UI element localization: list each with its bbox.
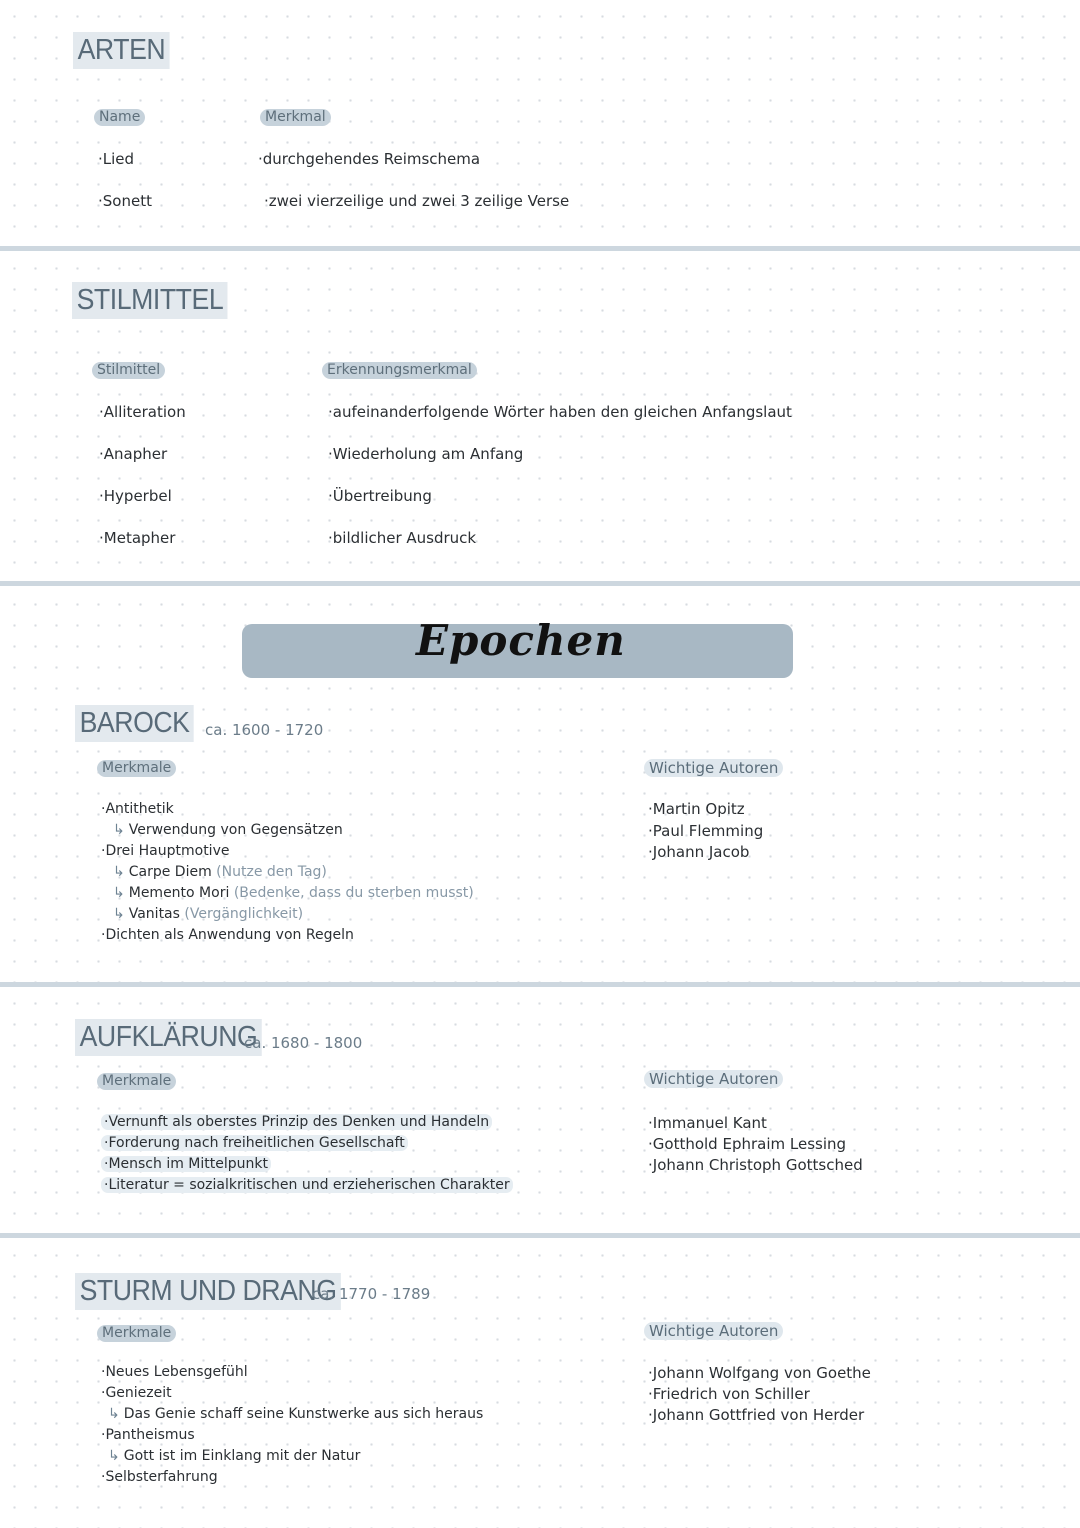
- sturm-merkmal-line: ·Neues Lebensgefühl: [101, 1364, 248, 1380]
- arrow-icon: ↳: [113, 864, 125, 880]
- barock-merkmal-subline: ↳ Vanitas (Vergänglichkeit): [113, 906, 304, 922]
- arrow-icon: ↳: [113, 885, 125, 901]
- section-divider: [0, 1233, 1080, 1238]
- aufklaerung-autor: ·Johann Christoph Gottsched: [648, 1156, 863, 1174]
- arrow-icon: ↳: [113, 906, 125, 922]
- aufklaerung-autor: ·Immanuel Kant: [648, 1114, 767, 1132]
- sturm-heading: STURM UND DRANG: [75, 1273, 341, 1310]
- arrow-icon: ↳: [113, 822, 125, 838]
- sturm-merkmal-subline: ↳ Das Genie schaff seine Kunstwerke aus sich heraus: [108, 1406, 484, 1422]
- arrow-icon: ↳: [108, 1406, 120, 1422]
- arten-row-merkmal: ·zwei vierzeilige und zwei 3 zeilige Verse: [264, 192, 570, 210]
- sturm-merkmal-line: ·Geniezeit: [101, 1385, 172, 1401]
- aufklaerung-date: ca. 1680 - 1800: [244, 1034, 363, 1052]
- aufklaerung-merkmal-line: ·Mensch im Mittelpunkt: [101, 1156, 271, 1172]
- sturm-autor: ·Johann Wolfgang von Goethe: [648, 1364, 871, 1382]
- stilmittel-row-name: ·Metapher: [99, 529, 176, 547]
- barock-heading: BAROCK: [75, 705, 194, 742]
- sturm-merkmale-label: Merkmale: [97, 1325, 176, 1342]
- barock-autoren-label: Wichtige Autoren: [644, 759, 783, 777]
- stilmittel-row-merkmal: ·Übertreibung: [328, 487, 432, 505]
- arten-col-merkmal: Merkmal: [260, 109, 331, 126]
- arten-row-name: ·Lied: [98, 150, 135, 168]
- barock-autor: ·Johann Jacob: [648, 843, 750, 861]
- sturm-merkmal-subline: ↳ Gott ist im Einklang mit der Natur: [108, 1448, 361, 1464]
- sturm-autoren-label: Wichtige Autoren: [644, 1322, 783, 1340]
- arrow-icon: ↳: [108, 1448, 120, 1464]
- stilmittel-row-merkmal: ·bildlicher Ausdruck: [328, 529, 477, 547]
- arten-row-name: ·Sonett: [98, 192, 152, 210]
- aufklaerung-merkmal-line: ·Vernunft als oberstes Prinzip des Denken und Handeln: [101, 1114, 492, 1130]
- stilmittel-row-name: ·Alliteration: [99, 403, 186, 421]
- stilmittel-row-merkmal: ·Wiederholung am Anfang: [328, 445, 524, 463]
- barock-merkmal-line: ·Dichten als Anwendung von Regeln: [101, 927, 354, 943]
- barock-autor: ·Martin Opitz: [648, 800, 745, 818]
- barock-merkmal-line: ·Drei Hauptmotive: [101, 843, 230, 859]
- aufklaerung-heading: AUFKLÄRUNG: [75, 1019, 262, 1056]
- sturm-autor: ·Friedrich von Schiller: [648, 1385, 810, 1403]
- barock-merkmal-subline: ↳ Memento Mori (Bedenke, dass du sterben musst): [113, 885, 474, 901]
- aufklaerung-merkmal-line: ·Forderung nach freiheitlichen Gesellschaft: [101, 1135, 408, 1151]
- stilmittel-row-name: ·Hyperbel: [99, 487, 172, 505]
- stilmittel-row-merkmal: ·aufeinanderfolgende Wörter haben den gleichen Anfangslaut: [328, 403, 792, 421]
- stilmittel-col-merkmal: Erkennungsmerkmal: [322, 362, 477, 379]
- aufklaerung-merkmal-line: ·Literatur = sozialkritischen und erzieherischen Charakter: [101, 1177, 513, 1193]
- sturm-merkmal-line: ·Selbsterfahrung: [101, 1469, 218, 1485]
- aufklaerung-autor: ·Gotthold Ephraim Lessing: [648, 1135, 847, 1153]
- section-divider: [0, 982, 1080, 987]
- barock-merkmale-label: Merkmale: [97, 760, 176, 777]
- stilmittel-col-name: Stilmittel: [92, 362, 165, 379]
- epochen-title: Epochen: [416, 616, 626, 665]
- sturm-date: ca. 1770 - 1789: [312, 1285, 431, 1303]
- aufklaerung-merkmale-label: Merkmale: [97, 1073, 176, 1090]
- arten-heading: ARTEN: [73, 32, 170, 69]
- aufklaerung-autoren-label: Wichtige Autoren: [644, 1070, 783, 1088]
- section-divider: [0, 246, 1080, 251]
- stilmittel-row-name: ·Anapher: [99, 445, 168, 463]
- barock-merkmal-subline: ↳ Verwendung von Gegensätzen: [113, 822, 343, 838]
- barock-autor: ·Paul Flemming: [648, 822, 764, 840]
- barock-date: ca. 1600 - 1720: [205, 721, 324, 739]
- sturm-autor: ·Johann Gottfried von Herder: [648, 1406, 865, 1424]
- stilmittel-heading: STILMITTEL: [72, 282, 228, 319]
- arten-row-merkmal: ·durchgehendes Reimschema: [258, 150, 481, 168]
- barock-merkmal-line: ·Antithetik: [101, 801, 174, 817]
- arten-col-name: Name: [94, 109, 145, 126]
- sturm-merkmal-line: ·Pantheismus: [101, 1427, 195, 1443]
- barock-merkmal-subline: ↳ Carpe Diem (Nutze den Tag): [113, 864, 327, 880]
- section-divider: [0, 581, 1080, 586]
